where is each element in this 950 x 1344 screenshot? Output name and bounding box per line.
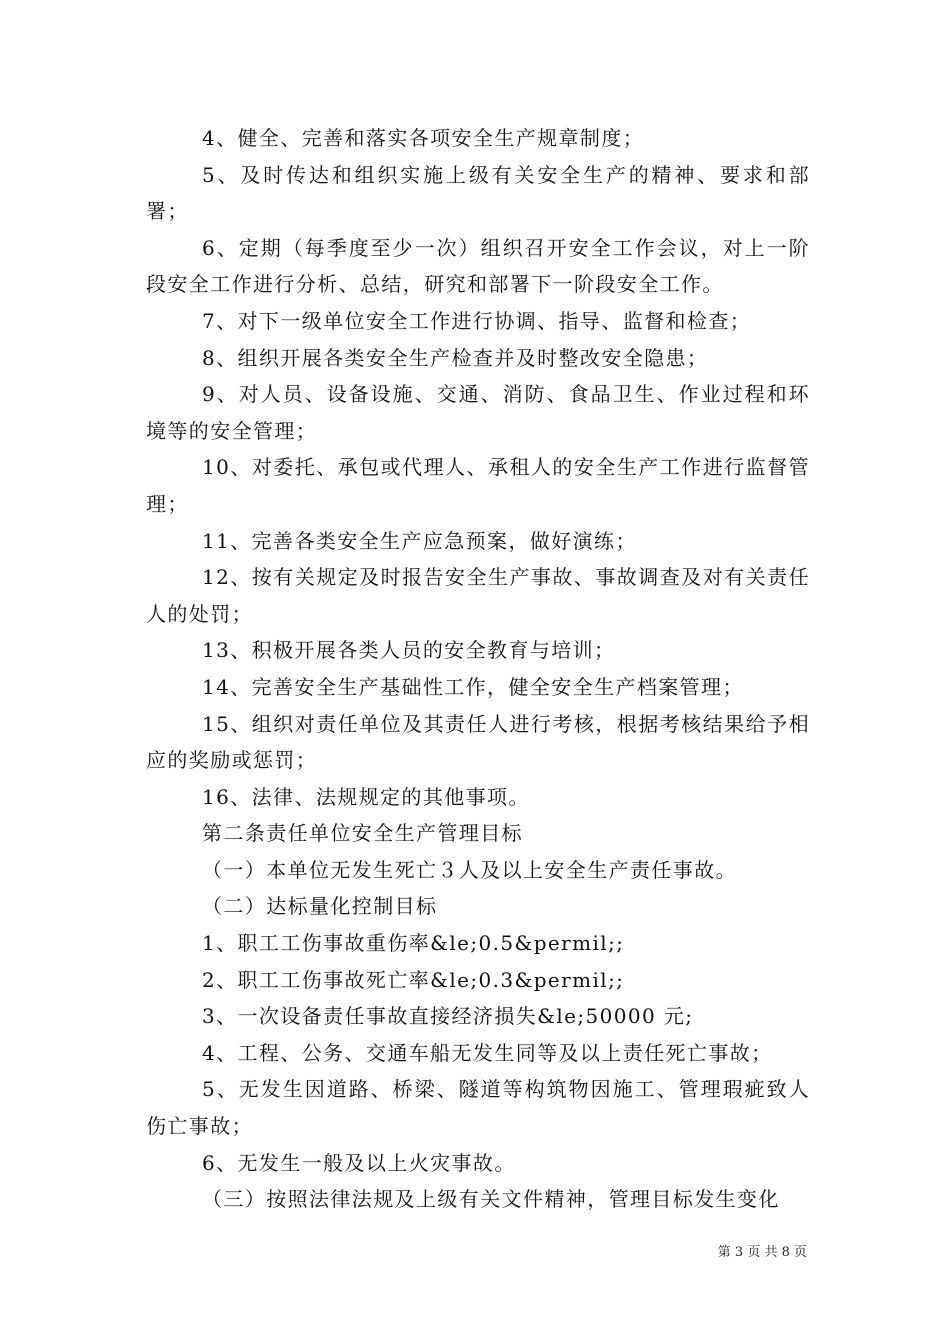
goal-one: （一）本单位无发生死亡３人及以上安全生产责任事故。 [202,857,737,882]
paragraph-item-11: 11、完善各类安全生产应急预案，做好演练； [202,528,637,553]
goal-two-heading: （二）达标量化控制目标 [202,894,438,919]
target-item-5: 5、无发生因道路、桥梁、隧道等构筑物因施工、管理瑕疵致人伤亡事故； [146,1077,810,1139]
paragraph-item-9: 9、对人员、设备设施、交通、消防、食品卫生、作业过程和环境等的安全管理； [146,382,810,443]
paragraph-item-7: 7、对下一级单位安全工作进行协调、指导、监督和检查； [202,308,752,333]
target-item-4: 4、工程、公务、交通车船无发生同等及以上责任死亡事故； [202,1040,773,1065]
paragraph-item-16: 16、法律、法规规定的其他事项。 [202,784,530,809]
paragraph-item-8: 8、组织开展各类安全生产检查并及时整改安全隐患； [202,345,709,370]
paragraph-item-14: 14、完善安全生产基础性工作，健全安全生产档案管理； [202,674,744,699]
target-item-2: 2、职工工伤事故死亡率&le;0.3&permil;; [202,967,625,992]
paragraph-item-13: 13、积极开展各类人员的安全教育与培训； [202,638,616,663]
target-item-1: 1、职工工伤事故重伤率&le;0.5&permil;; [202,931,625,956]
goal-three: （三）按照法律法规及上级有关文件精神，管理目标发生变化 [202,1187,780,1212]
paragraph-item-5: 5、及时传达和组织实施上级有关安全生产的精神、要求和部署； [146,162,810,224]
target-item-3: 3、一次设备责任事故直接经济损失&le;50000 元; [202,1004,694,1029]
section-heading: 第二条责任单位安全生产管理目标 [202,821,523,846]
paragraph-item-12: 12、按有关规定及时报告安全生产事故、事故调查及对有关责任人的处罚； [146,565,810,626]
paragraph-item-4: 4、健全、完善和落实各项安全生产规章制度； [202,126,645,150]
target-item-6: 6、无发生一般及以上火灾事故。 [202,1150,516,1175]
page-number-footer: 第 3 页 共 8 页 [717,1245,807,1260]
paragraph-item-6: 6、定期（每季度至少一次）组织召开安全工作会议，对上一阶段安全工作进行分析、总结，研究和部署下一阶段安全工作。 [146,235,810,297]
paragraph-item-10: 10、对委托、承包或代理人、承租人的安全生产工作进行监督管理； [146,455,810,516]
paragraph-item-15: 15、组织对责任单位及其责任人进行考核，根据考核结果给予相应的奖励或惩罚； [146,711,810,773]
document-body [146,120,810,1218]
